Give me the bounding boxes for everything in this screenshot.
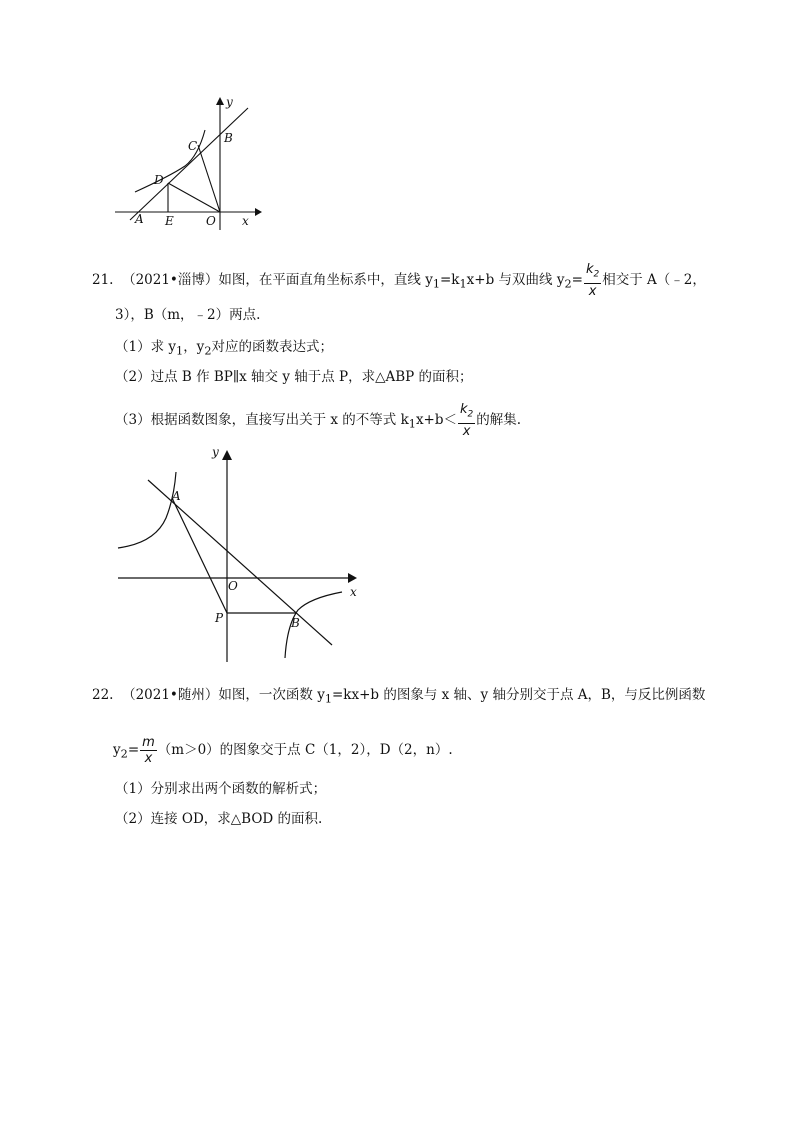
fig2-label-b: B: [291, 616, 300, 630]
fig1-x-arrow: [255, 208, 262, 216]
fig1-label-e: E: [165, 214, 174, 228]
q22-stem-line2: $y_2=$ $\frac{m}{x}$ （m＞0）的图象交于点 C（1，2），D（2，n）.: [113, 735, 453, 766]
fig2-label-o: O: [228, 579, 238, 593]
q22-stem-line1: 22. （2021•随州）如图，一次函数 $y_1=kx+b$ 的图象与 x 轴、y 轴分别交于点 A，B，与反比例函数: [92, 687, 706, 706]
q22-sub-question-1: （1）分别求出两个函数的解析式；: [115, 781, 327, 797]
figure-2: [110, 440, 370, 670]
fig1-label-y: y: [226, 95, 233, 109]
fig2-label-p: P: [215, 611, 224, 625]
fig1-label-c: C: [188, 139, 198, 153]
fig1-label-x: x: [242, 214, 249, 228]
fig2-label-x: x: [350, 585, 357, 599]
fig1-label-b: B: [224, 131, 233, 145]
fig2-segment-ap: [172, 498, 227, 613]
figure-1: [110, 90, 270, 240]
fig1-label-o: O: [206, 214, 216, 228]
fig2-x-arrow: [348, 573, 357, 583]
q21-inequality-fraction: $\frac{k_2}{x}$: [460, 402, 474, 439]
q21-stem-line2: 3），B（m，﹣2）两点.: [115, 307, 261, 323]
fig2-label-a: A: [172, 489, 181, 503]
fig2-label-y: y: [212, 445, 219, 459]
fig1-label-d: D: [154, 173, 164, 187]
fig1-label-a: A: [135, 212, 144, 226]
q21-stem-line1: 21. （2021•淄博）如图，在平面直角坐标系中，直线 $y_1=k_1x+b$ 与双曲线 $y_2=$ $\frac{k_2}{x}$ 相交于 A（﹣2，: [92, 262, 706, 299]
fig1-y-arrow: [216, 97, 224, 105]
q21-sub-question-1: （1）求 $y_1$，$y_2$对应的函数表达式；: [115, 339, 333, 358]
q21-fraction-k2-x: $\frac{k_2}{x}$: [585, 262, 600, 299]
fig1-line-ab: [130, 108, 248, 220]
fig2-y-arrow: [222, 450, 232, 460]
fig2-hyperbola-left: [118, 472, 176, 548]
q22-sub-question-2: （2）连接 OD，求△BOD 的面积.: [115, 811, 323, 827]
q22-fraction-m-x: $\frac{m}{x}$: [142, 735, 155, 766]
q21-sub-question-2: （2）过点 B 作 BP∥x 轴交 y 轴于点 P，求△ABP 的面积；: [115, 369, 473, 385]
q21-sub-question-3: （3）根据函数图象，直接写出关于 x 的不等式 $k_1x+b<$ $\frac{k_2}{x}$ 的解集.: [115, 402, 522, 439]
